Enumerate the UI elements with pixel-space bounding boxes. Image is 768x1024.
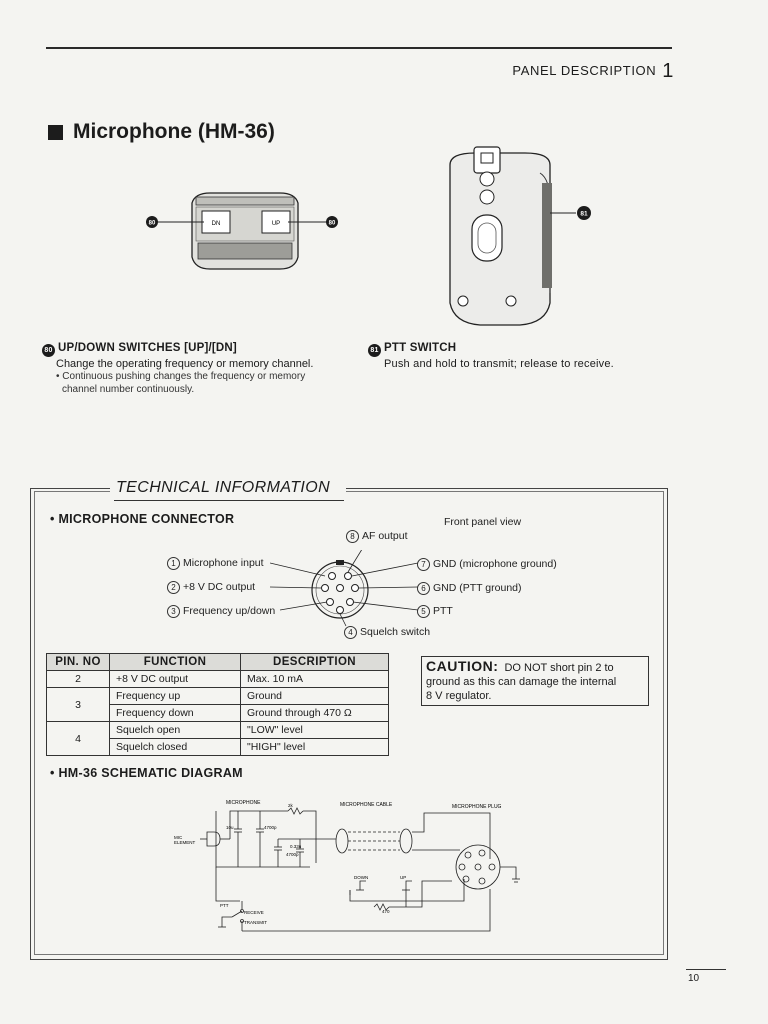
pin8-label [346,530,408,543]
pin6-text: GND (PTT ground) [433,582,522,594]
pin8-text: AF output [362,530,408,542]
sch-cable-label: MICROPHONE CABLE [340,802,393,808]
page-number: 10 [688,973,700,984]
ptt-heading-text: PTT SWITCH [384,342,457,354]
callout-81-label: 81 [580,210,588,218]
microphone-side-drawing [140,185,355,275]
page-title [48,120,275,144]
pin1-number: 1 [167,557,180,570]
table-row [47,671,389,688]
microphone-back-drawing [430,143,600,328]
sch-r470-label: 470 [382,909,390,914]
connector-heading: • MICROPHONE CONNECTOR [50,512,235,526]
row3-function: Frequency down [110,705,241,722]
ptt-heading [368,342,668,357]
pin3-text: Frequency up/down [183,605,276,617]
callout-80-right-label: 80 [328,220,336,227]
callout-80-icon: 80 [42,344,55,357]
technical-info-title: TECHNICAL INFORMATION [116,479,331,496]
row3-description: Ground through 470 Ω [241,705,389,722]
connector-diagram [270,550,430,630]
row2-description: Ground [241,688,389,705]
row4-function: Squelch open [110,722,241,739]
schematic-heading: • HM-36 SCHEMATIC DIAGRAM [50,766,243,780]
pin7-number: 7 [417,558,430,571]
pin7-label [417,558,557,571]
row5-function: Squelch closed [110,739,241,756]
sch-c10u-label: 10u [226,825,234,830]
row5-description: "HIGH" level [241,739,389,756]
chapter-number: 1 [662,60,674,82]
pin4-number: 4 [344,626,357,639]
row2-function: Frequency up [110,688,241,705]
sch-receive-label: RECEIVE [244,910,264,915]
updown-heading-text: UP/DOWN SWITCHES [UP]/[DN] [58,342,237,354]
row4-description: "LOW" level [241,722,389,739]
sch-element-label: ELEMENT [174,840,196,845]
row1-function: +8 V DC output [110,671,241,688]
sch-transmit-label: TRANSMIT [244,920,267,925]
pin5-text: PTT [433,605,453,617]
table-row [47,722,389,739]
updown-heading [42,342,362,357]
col-pin-no: PIN. NO [47,654,110,671]
caution-box [421,656,649,706]
section-title: PANEL DESCRIPTION [512,63,657,78]
bullet-square-icon [48,125,63,140]
row1-pin: 2 [47,671,110,688]
header-rule [46,47,672,49]
table-header-row [47,654,389,671]
up-button-label: UP [271,221,281,227]
ptt-desc: Push and hold to transmit; release to receive. [384,358,614,370]
updown-description [42,342,362,396]
sch-up-label: UP [400,875,407,880]
sch-r2k-label: 2k [288,803,293,808]
caution-text-2: ground as this can damage the internal [426,676,617,688]
sch-plug-label: MICROPHONE PLUG [452,804,502,810]
pin3-number: 3 [167,605,180,618]
pin2-text: +8 V DC output [183,581,256,593]
pin5-number: 5 [417,605,430,618]
pin-function-table [46,653,389,756]
caution-text-1: DO NOT short pin 2 to [504,662,614,674]
pin4-text: Squelch switch [360,626,431,638]
col-description: DESCRIPTION [241,654,389,671]
pin2-number: 2 [167,581,180,594]
technical-info-title-underline [114,500,344,501]
dn-button-label: DN [211,221,221,227]
updown-note-2: channel number continuously. [62,383,195,395]
pin8-number: 8 [346,530,359,543]
sch-c033u-label: 0.33u [290,844,302,849]
page-title-text: Microphone (HM-36) [73,120,275,143]
pin3-label [167,605,275,618]
sch-mic-label: MIC [174,835,183,840]
row4-pin: 4 [47,722,110,756]
table-row [47,688,389,705]
pin1-text: Microphone input [183,557,264,569]
caution-text-3: 8 V regulator. [426,690,492,702]
schematic-diagram [160,795,540,940]
footer-rule [686,969,726,970]
sch-c4700p-b-label: 4700p [286,852,299,857]
sch-ptt-label: PTT [220,903,229,908]
sch-c4700p-label: 4700p [264,825,277,830]
callout-81-icon: 81 [368,344,381,357]
ptt-description [368,342,668,371]
updown-desc: Change the operating frequency or memory channel. [56,358,314,370]
running-header [512,60,674,83]
row1-description: Max. 10 mA [241,671,389,688]
sch-microphone-label: MICROPHONE [226,800,261,806]
row2-pin: 3 [47,688,110,722]
pin1-label [167,557,264,570]
updown-note-1: • Continuous pushing changes the frequency or memory [56,371,306,382]
sch-down-label: DOWN [354,875,369,880]
pin7-text: GND (microphone ground) [433,558,557,570]
caution-word: CAUTION: [426,658,499,674]
front-panel-view-label: Front panel view [444,516,522,528]
pin2-label [167,581,255,594]
pin6-number: 6 [417,582,430,595]
pin6-label [417,582,522,595]
col-function: FUNCTION [110,654,241,671]
callout-80-left-label: 80 [148,220,156,227]
